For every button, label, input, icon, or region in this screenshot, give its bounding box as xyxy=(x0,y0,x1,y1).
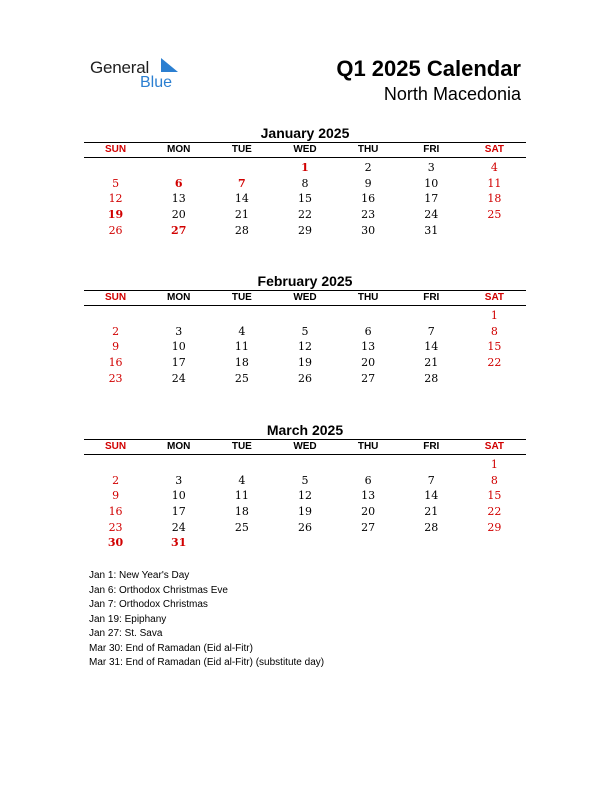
holiday-item: Jan 1: New Year's Day xyxy=(89,570,190,581)
weekday-mon: MON xyxy=(167,292,191,303)
weekday-sat: SAT xyxy=(484,144,505,155)
day-cell: 13 xyxy=(361,340,376,354)
day-cell: 17 xyxy=(171,505,186,519)
day-cell: 2 xyxy=(112,324,120,338)
weekday-thu: THU xyxy=(357,292,379,303)
day-cell-empty xyxy=(147,160,210,176)
month-title: January 2025 xyxy=(260,125,350,141)
day-cell-empty xyxy=(210,457,273,473)
day-cell: 22 xyxy=(297,208,312,222)
day-cell-empty xyxy=(273,308,336,324)
day-cell: 20 xyxy=(361,505,376,519)
day-cell-empty xyxy=(147,308,210,324)
day-cell: 14 xyxy=(424,489,439,503)
weekday-sun: SUN xyxy=(105,144,127,155)
day-cell: 8 xyxy=(301,176,309,190)
day-grid xyxy=(84,457,526,551)
day-cell: 28 xyxy=(424,371,439,385)
day-cell: 17 xyxy=(171,356,186,370)
day-cell: 5 xyxy=(301,473,309,487)
weekday-mon: MON xyxy=(167,144,191,155)
day-cell: 3 xyxy=(175,324,183,338)
day-cell: 12 xyxy=(297,340,312,354)
day-cell: 25 xyxy=(234,371,249,385)
day-cell: 17 xyxy=(424,192,439,206)
day-cell: 30 xyxy=(361,223,376,237)
day-cell: 22 xyxy=(487,356,502,370)
weekday-wed: WED xyxy=(293,292,317,303)
day-cell: 21 xyxy=(424,505,439,519)
weekday-fri: FRI xyxy=(423,144,440,155)
day-cell: 8 xyxy=(490,324,498,338)
day-cell: 16 xyxy=(361,192,376,206)
month-january xyxy=(84,124,526,238)
logo-text-general: General xyxy=(90,58,150,77)
day-cell: 23 xyxy=(108,371,123,385)
month-title: March 2025 xyxy=(266,422,344,438)
day-cell-empty xyxy=(400,308,463,324)
day-cell: 15 xyxy=(487,340,502,354)
weekday-thu: THU xyxy=(357,441,379,452)
weekday-mon: MON xyxy=(167,441,191,452)
holiday-item: Mar 31: End of Ramadan (Eid al-Fitr) (substitute day) xyxy=(89,657,325,668)
day-cell: 6 xyxy=(364,324,372,338)
day-cell: 13 xyxy=(361,489,376,503)
holiday-item: Jan 19: Epiphany xyxy=(89,613,167,625)
day-cell: 9 xyxy=(112,340,120,354)
holiday-day-cell: 31 xyxy=(171,536,187,550)
day-cell: 3 xyxy=(427,161,435,174)
day-cell-empty xyxy=(210,160,273,176)
day-cell: 20 xyxy=(361,356,376,370)
logo-text-blue: Blue xyxy=(140,74,173,91)
day-grid xyxy=(84,160,526,238)
day-cell: 4 xyxy=(238,324,246,338)
day-cell: 18 xyxy=(234,356,249,370)
logo-triangle-icon xyxy=(160,56,180,74)
holiday-day-cell: 19 xyxy=(107,208,124,222)
day-cell: 11 xyxy=(234,340,249,354)
day-cell: 28 xyxy=(424,520,439,534)
day-cell: 7 xyxy=(427,473,435,487)
day-cell: 28 xyxy=(234,223,249,237)
weekday-sat: SAT xyxy=(484,441,505,452)
day-cell: 9 xyxy=(112,489,120,503)
day-cell: 12 xyxy=(297,489,312,503)
weekday-header-row xyxy=(84,290,526,306)
day-cell: 10 xyxy=(171,340,186,354)
day-cell: 14 xyxy=(424,340,439,354)
day-cell-empty xyxy=(84,308,147,324)
weekday-wed: WED xyxy=(293,441,317,452)
day-cell: 11 xyxy=(234,489,249,503)
day-cell-empty xyxy=(210,308,273,324)
day-cell: 1 xyxy=(490,458,498,471)
day-cell: 3 xyxy=(175,473,183,487)
day-cell: 24 xyxy=(171,520,186,534)
weekday-thu: THU xyxy=(357,144,379,155)
day-cell: 26 xyxy=(108,223,123,237)
day-cell: 24 xyxy=(424,208,439,222)
weekday-sat: SAT xyxy=(484,292,505,303)
day-cell: 18 xyxy=(234,505,249,519)
day-cell-empty xyxy=(84,457,147,473)
day-cell: 15 xyxy=(297,192,312,206)
day-cell: 10 xyxy=(171,489,186,503)
day-cell: 4 xyxy=(238,473,246,487)
day-cell: 20 xyxy=(171,208,186,222)
day-cell: 25 xyxy=(487,208,502,222)
day-cell-empty xyxy=(400,457,463,473)
holiday-item: Mar 30: End of Ramadan (Eid al-Fitr) xyxy=(89,642,253,654)
holiday-list xyxy=(89,569,324,671)
day-cell: 31 xyxy=(424,223,439,237)
holiday-day-cell: 27 xyxy=(171,223,187,237)
holiday-item: Jan 7: Orthodox Christmas xyxy=(89,599,208,610)
weekday-fri: FRI xyxy=(423,441,440,452)
day-cell: 23 xyxy=(108,520,123,534)
day-cell: 2 xyxy=(112,473,120,487)
day-cell: 19 xyxy=(297,505,312,519)
holiday-day-cell: 30 xyxy=(107,536,124,550)
day-cell-empty xyxy=(337,308,400,324)
weekday-header-row xyxy=(84,142,526,158)
weekday-wed: WED xyxy=(293,144,317,155)
day-cell: 6 xyxy=(364,473,372,487)
day-cell: 21 xyxy=(234,208,249,222)
day-cell-empty xyxy=(84,160,147,176)
weekday-sun: SUN xyxy=(105,292,127,303)
day-cell: 2 xyxy=(364,161,372,174)
page-title: Q1 2025 Calendar xyxy=(336,56,521,81)
weekday-sun: SUN xyxy=(105,441,127,452)
country-name: North Macedonia xyxy=(383,84,521,104)
day-cell: 16 xyxy=(108,505,123,519)
holiday-day-cell: 6 xyxy=(174,176,183,190)
weekday-tue: TUE xyxy=(231,441,252,452)
generalblue-logo xyxy=(90,56,190,92)
day-cell: 24 xyxy=(171,371,186,385)
day-cell: 8 xyxy=(490,473,498,487)
holiday-item: Jan 27: St. Sava xyxy=(89,628,163,639)
day-cell: 29 xyxy=(487,520,502,534)
day-cell: 27 xyxy=(361,371,376,385)
day-cell: 7 xyxy=(427,324,435,338)
day-cell: 11 xyxy=(487,176,502,190)
weekday-tue: TUE xyxy=(231,144,252,155)
weekday-tue: TUE xyxy=(231,292,252,303)
day-cell: 13 xyxy=(171,192,186,206)
day-cell: 19 xyxy=(297,356,312,370)
weekday-header-row xyxy=(84,439,526,455)
day-cell: 18 xyxy=(487,192,502,206)
day-cell: 26 xyxy=(297,371,312,385)
day-cell: 15 xyxy=(487,489,502,503)
month-march xyxy=(84,421,526,551)
day-cell: 5 xyxy=(112,176,120,190)
day-cell: 25 xyxy=(234,520,249,534)
day-cell: 12 xyxy=(108,192,123,206)
day-cell: 29 xyxy=(297,223,312,237)
day-cell: 14 xyxy=(234,192,249,206)
day-cell-empty xyxy=(273,457,336,473)
day-cell: 4 xyxy=(490,161,498,174)
day-cell: 1 xyxy=(490,309,498,322)
day-cell: 16 xyxy=(108,356,123,370)
day-cell-empty xyxy=(147,457,210,473)
day-cell: 21 xyxy=(424,356,439,370)
day-cell: 9 xyxy=(364,176,372,190)
day-cell: 5 xyxy=(301,324,309,338)
day-cell: 23 xyxy=(361,208,376,222)
holiday-item: Jan 6: Orthodox Christmas Eve xyxy=(89,584,228,596)
holiday-day-cell: 1 xyxy=(301,161,309,174)
day-cell: 22 xyxy=(487,505,502,519)
day-cell-empty xyxy=(337,457,400,473)
month-february xyxy=(84,272,526,386)
day-cell: 27 xyxy=(361,520,376,534)
day-grid xyxy=(84,308,526,386)
day-cell: 10 xyxy=(424,176,439,190)
weekday-fri: FRI xyxy=(423,292,440,303)
month-title: February 2025 xyxy=(257,273,353,289)
day-cell: 26 xyxy=(297,520,312,534)
holiday-day-cell: 7 xyxy=(238,176,246,190)
